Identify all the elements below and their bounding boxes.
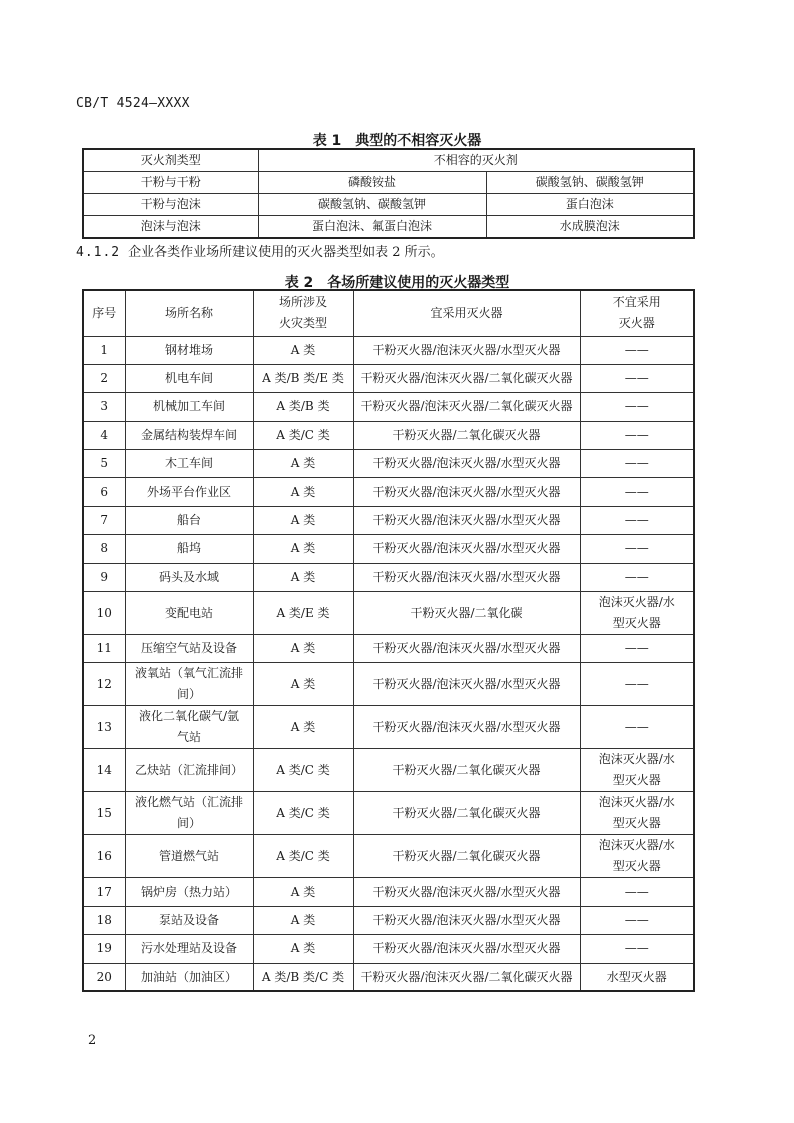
unsuitable-extinguisher-cell bbox=[580, 364, 694, 392]
table1-incompatible-agents bbox=[82, 148, 695, 239]
unsuitable-extinguisher-cell bbox=[580, 635, 694, 663]
place-name-cell bbox=[125, 563, 253, 591]
place-name-cell bbox=[125, 478, 253, 506]
unsuitable-extinguisher-cell bbox=[580, 878, 694, 906]
suitable-extinguisher-cell: 干粉灭火器/泡沫灭火器/水型灭火器 bbox=[353, 336, 580, 364]
suitable-extinguisher-cell: 干粉灭火器/泡沫灭火器/水型灭火器 bbox=[353, 450, 580, 478]
table-row bbox=[83, 878, 694, 906]
table-row bbox=[83, 592, 694, 635]
place-name-cell-line: 污水处理站及设备 bbox=[140, 941, 237, 956]
table2-extinguisher-types bbox=[82, 289, 695, 992]
suitable-extinguisher-cell: 干粉灭火器/泡沫灭火器/水型灭火器 bbox=[353, 506, 580, 534]
row-number-cell: 20 bbox=[83, 963, 125, 991]
unsuitable-extinguisher-cell-line: 水型灭火器 bbox=[606, 969, 667, 984]
place-name-cell bbox=[125, 592, 253, 635]
table1-header-agent-type: 灭火剂类型 bbox=[83, 149, 258, 172]
place-name-cell-line: 锅炉房（热力站） bbox=[140, 884, 237, 899]
header-suitable: 宜采用灭火器 bbox=[353, 290, 580, 336]
suitable-extinguisher-cell: 干粉灭火器/二氧化碳灭火器 bbox=[353, 835, 580, 878]
place-name-cell bbox=[125, 906, 253, 934]
unsuitable-extinguisher-cell bbox=[580, 935, 694, 963]
row-number-cell: 19 bbox=[83, 935, 125, 963]
suitable-extinguisher-cell: 干粉灭火器/泡沫灭火器/水型灭火器 bbox=[353, 478, 580, 506]
unsuitable-extinguisher-cell-line: —— bbox=[624, 484, 649, 499]
suitable-extinguisher-cell: 干粉灭火器/泡沫灭火器/水型灭火器 bbox=[353, 563, 580, 591]
unsuitable-extinguisher-cell bbox=[580, 478, 694, 506]
suitable-extinguisher-cell: 干粉灭火器/二氧化碳灭火器 bbox=[353, 749, 580, 792]
unsuitable-extinguisher-cell-line: —— bbox=[624, 399, 649, 414]
incompatible-b-cell: 蛋白泡沫 bbox=[486, 194, 694, 216]
place-name-cell bbox=[125, 749, 253, 792]
table-row bbox=[83, 663, 694, 706]
place-name-cell bbox=[125, 364, 253, 392]
unsuitable-extinguisher-cell-line: 型灭火器 bbox=[612, 773, 661, 788]
unsuitable-extinguisher-cell bbox=[580, 535, 694, 563]
table-row bbox=[83, 706, 694, 749]
fire-type-cell: A 类 bbox=[253, 706, 353, 749]
header-fire-type bbox=[253, 290, 353, 336]
header-no: 序号 bbox=[83, 290, 125, 336]
fire-type-cell: A 类 bbox=[253, 506, 353, 534]
unsuitable-extinguisher-cell bbox=[580, 592, 694, 635]
table-row bbox=[83, 535, 694, 563]
table-row bbox=[83, 792, 694, 835]
agent-type-cell: 干粉与泡沫 bbox=[83, 194, 258, 216]
place-name-cell bbox=[125, 792, 253, 835]
table-row bbox=[83, 194, 694, 216]
unsuitable-extinguisher-cell-line: 泡沫灭火器/水 bbox=[598, 795, 675, 810]
place-name-cell bbox=[125, 336, 253, 364]
row-number-cell: 17 bbox=[83, 878, 125, 906]
place-name-cell-line: 液氧站（氧气汇流排 bbox=[134, 666, 243, 681]
fire-type-cell: A 类/C 类 bbox=[253, 792, 353, 835]
place-name-cell-line: 压缩空气站及设备 bbox=[140, 641, 237, 656]
suitable-extinguisher-cell: 干粉灭火器/泡沫灭火器/水型灭火器 bbox=[353, 878, 580, 906]
header-place: 场所名称 bbox=[125, 290, 253, 336]
table1-caption: 表 1 典型的不相容灭火器 bbox=[312, 133, 482, 149]
unsuitable-extinguisher-cell-line: —— bbox=[624, 427, 649, 442]
unsuitable-extinguisher-cell-line: —— bbox=[624, 676, 649, 691]
suitable-extinguisher-cell: 干粉灭火器/泡沫灭火器/二氧化碳灭火器 bbox=[353, 963, 580, 991]
unsuitable-extinguisher-cell-line: —— bbox=[624, 513, 649, 528]
place-name-cell-line: 气站 bbox=[176, 730, 201, 745]
suitable-extinguisher-cell: 干粉灭火器/泡沫灭火器/水型灭火器 bbox=[353, 706, 580, 749]
table-row bbox=[83, 364, 694, 392]
unsuitable-extinguisher-cell-line: —— bbox=[624, 456, 649, 471]
suitable-extinguisher-cell: 干粉灭火器/泡沫灭火器/水型灭火器 bbox=[353, 635, 580, 663]
suitable-extinguisher-cell: 干粉灭火器/泡沫灭火器/水型灭火器 bbox=[353, 906, 580, 934]
unsuitable-extinguisher-cell-line: 泡沫灭火器/水 bbox=[598, 838, 675, 853]
row-number-cell: 14 bbox=[83, 749, 125, 792]
place-name-cell-line: 加油站（加油区） bbox=[140, 969, 237, 984]
row-number-cell: 6 bbox=[83, 478, 125, 506]
row-number-cell: 18 bbox=[83, 906, 125, 934]
unsuitable-extinguisher-cell bbox=[580, 506, 694, 534]
incompatible-a-cell: 磷酸铵盐 bbox=[258, 172, 486, 194]
place-name-cell-line: 机械加工车间 bbox=[152, 399, 225, 414]
place-name-cell bbox=[125, 535, 253, 563]
fire-type-cell: A 类 bbox=[253, 878, 353, 906]
unsuitable-extinguisher-cell bbox=[580, 749, 694, 792]
place-name-cell-line: 管道燃气站 bbox=[158, 848, 219, 863]
table-row bbox=[83, 935, 694, 963]
unsuitable-extinguisher-cell-line: —— bbox=[624, 941, 649, 956]
place-name-cell bbox=[125, 635, 253, 663]
place-name-cell-line: 船坞 bbox=[176, 541, 201, 556]
unsuitable-extinguisher-cell bbox=[580, 563, 694, 591]
unsuitable-extinguisher-cell-line: 泡沫灭火器/水 bbox=[598, 595, 675, 610]
incompatible-a-cell: 蛋白泡沫、氟蛋白泡沫 bbox=[258, 216, 486, 239]
clause-number: 4.1.2 bbox=[76, 245, 121, 260]
row-number-cell: 8 bbox=[83, 535, 125, 563]
table1-header-row bbox=[83, 149, 694, 172]
fire-type-cell: A 类/C 类 bbox=[253, 835, 353, 878]
fire-type-cell: A 类/C 类 bbox=[253, 421, 353, 449]
table2-caption: 表 2 各场所建议使用的灭火器类型 bbox=[284, 275, 510, 291]
unsuitable-extinguisher-cell-line: 型灭火器 bbox=[612, 816, 661, 831]
place-name-cell bbox=[125, 663, 253, 706]
table-row bbox=[83, 906, 694, 934]
table-row bbox=[83, 506, 694, 534]
table-row bbox=[83, 172, 694, 194]
fire-type-cell: A 类 bbox=[253, 478, 353, 506]
unsuitable-extinguisher-cell bbox=[580, 906, 694, 934]
place-name-cell-line: 船台 bbox=[176, 513, 201, 528]
place-name-cell bbox=[125, 835, 253, 878]
place-name-cell-line: 码头及水域 bbox=[158, 569, 219, 584]
table-row bbox=[83, 450, 694, 478]
table-row bbox=[83, 835, 694, 878]
fire-type-cell: A 类 bbox=[253, 450, 353, 478]
row-number-cell: 12 bbox=[83, 663, 125, 706]
fire-type-cell: A 类/B 类 bbox=[253, 393, 353, 421]
unsuitable-extinguisher-cell bbox=[580, 663, 694, 706]
unsuitable-extinguisher-cell-line: —— bbox=[624, 912, 649, 927]
place-name-cell-line: 外场平台作业区 bbox=[146, 484, 231, 499]
unsuitable-extinguisher-cell-line: 泡沫灭火器/水 bbox=[598, 752, 675, 767]
place-name-cell-line: 间） bbox=[176, 687, 201, 702]
suitable-extinguisher-cell: 干粉灭火器/泡沫灭火器/二氧化碳灭火器 bbox=[353, 393, 580, 421]
place-name-cell bbox=[125, 935, 253, 963]
clause-4-1-2 bbox=[76, 241, 444, 260]
row-number-cell: 13 bbox=[83, 706, 125, 749]
header-fire-type-line1: 场所涉及 bbox=[278, 295, 327, 310]
incompatible-b-cell: 水成膜泡沫 bbox=[486, 216, 694, 239]
place-name-cell-line: 乙炔站（汇流排间） bbox=[134, 762, 243, 777]
unsuitable-extinguisher-cell bbox=[580, 450, 694, 478]
unsuitable-extinguisher-cell bbox=[580, 706, 694, 749]
fire-type-cell: A 类/E 类 bbox=[253, 592, 353, 635]
table1-header-incompatible: 不相容的灭火剂 bbox=[258, 149, 694, 172]
agent-type-cell: 干粉与干粉 bbox=[83, 172, 258, 194]
unsuitable-extinguisher-cell-line: —— bbox=[624, 371, 649, 386]
place-name-cell-line: 钢材堆场 bbox=[164, 342, 213, 357]
suitable-extinguisher-cell: 干粉灭火器/泡沫灭火器/水型灭火器 bbox=[353, 935, 580, 963]
table2-header-row bbox=[83, 290, 694, 336]
place-name-cell-line: 机电车间 bbox=[164, 371, 213, 386]
place-name-cell-line: 变配电站 bbox=[164, 605, 213, 620]
row-number-cell: 9 bbox=[83, 563, 125, 591]
place-name-cell-line: 液化二氧化碳气/氩 bbox=[138, 709, 240, 724]
unsuitable-extinguisher-cell bbox=[580, 336, 694, 364]
fire-type-cell: A 类/B 类/E 类 bbox=[253, 364, 353, 392]
fire-type-cell: A 类 bbox=[253, 663, 353, 706]
unsuitable-extinguisher-cell-line: —— bbox=[624, 884, 649, 899]
unsuitable-extinguisher-cell bbox=[580, 792, 694, 835]
suitable-extinguisher-cell: 干粉灭火器/泡沫灭火器/水型灭火器 bbox=[353, 535, 580, 563]
table-row bbox=[83, 478, 694, 506]
unsuitable-extinguisher-cell bbox=[580, 963, 694, 991]
place-name-cell bbox=[125, 393, 253, 421]
place-name-cell-line: 泵站及设备 bbox=[158, 912, 219, 927]
unsuitable-extinguisher-cell-line: —— bbox=[624, 541, 649, 556]
suitable-extinguisher-cell: 干粉灭火器/二氧化碳灭火器 bbox=[353, 792, 580, 835]
place-name-cell bbox=[125, 963, 253, 991]
place-name-cell bbox=[125, 450, 253, 478]
suitable-extinguisher-cell: 干粉灭火器/泡沫灭火器/二氧化碳灭火器 bbox=[353, 364, 580, 392]
row-number-cell: 15 bbox=[83, 792, 125, 835]
fire-type-cell: A 类 bbox=[253, 563, 353, 591]
table-row bbox=[83, 216, 694, 239]
unsuitable-extinguisher-cell-line: —— bbox=[624, 719, 649, 734]
row-number-cell: 11 bbox=[83, 635, 125, 663]
unsuitable-extinguisher-cell bbox=[580, 393, 694, 421]
suitable-extinguisher-cell: 干粉灭火器/泡沫灭火器/水型灭火器 bbox=[353, 663, 580, 706]
place-name-cell-line: 金属结构装焊车间 bbox=[140, 427, 237, 442]
table-row bbox=[83, 393, 694, 421]
unsuitable-extinguisher-cell bbox=[580, 835, 694, 878]
unsuitable-extinguisher-cell-line: —— bbox=[624, 342, 649, 357]
row-number-cell: 5 bbox=[83, 450, 125, 478]
header-unsuitable-line1: 不宜采用 bbox=[612, 295, 661, 310]
table-row bbox=[83, 635, 694, 663]
place-name-cell bbox=[125, 421, 253, 449]
suitable-extinguisher-cell: 干粉灭火器/二氧化碳灭火器 bbox=[353, 421, 580, 449]
unsuitable-extinguisher-cell-line: 型灭火器 bbox=[612, 859, 661, 874]
incompatible-b-cell: 碳酸氢钠、碳酸氢钾 bbox=[486, 172, 694, 194]
standard-code: CB/T 4524—XXXX bbox=[76, 96, 190, 111]
page-number: 2 bbox=[88, 1033, 97, 1048]
place-name-cell bbox=[125, 706, 253, 749]
row-number-cell: 16 bbox=[83, 835, 125, 878]
table-row bbox=[83, 749, 694, 792]
unsuitable-extinguisher-cell-line: 型灭火器 bbox=[612, 616, 661, 631]
table-row bbox=[83, 421, 694, 449]
row-number-cell: 10 bbox=[83, 592, 125, 635]
fire-type-cell: A 类/C 类 bbox=[253, 749, 353, 792]
place-name-cell bbox=[125, 878, 253, 906]
header-fire-type-line2: 火灾类型 bbox=[278, 316, 327, 331]
place-name-cell bbox=[125, 506, 253, 534]
suitable-extinguisher-cell: 干粉灭火器/二氧化碳 bbox=[353, 592, 580, 635]
table-row bbox=[83, 563, 694, 591]
place-name-cell-line: 液化燃气站（汇流排 bbox=[134, 795, 243, 810]
row-number-cell: 7 bbox=[83, 506, 125, 534]
unsuitable-extinguisher-cell-line: —— bbox=[624, 641, 649, 656]
fire-type-cell: A 类/B 类/C 类 bbox=[253, 963, 353, 991]
row-number-cell: 2 bbox=[83, 364, 125, 392]
table-row bbox=[83, 963, 694, 991]
place-name-cell-line: 间） bbox=[176, 816, 201, 831]
unsuitable-extinguisher-cell-line: —— bbox=[624, 569, 649, 584]
fire-type-cell: A 类 bbox=[253, 336, 353, 364]
header-unsuitable bbox=[580, 290, 694, 336]
row-number-cell: 4 bbox=[83, 421, 125, 449]
fire-type-cell: A 类 bbox=[253, 635, 353, 663]
agent-type-cell: 泡沫与泡沫 bbox=[83, 216, 258, 239]
row-number-cell: 1 bbox=[83, 336, 125, 364]
fire-type-cell: A 类 bbox=[253, 906, 353, 934]
fire-type-cell: A 类 bbox=[253, 535, 353, 563]
place-name-cell-line: 木工车间 bbox=[164, 456, 213, 471]
row-number-cell: 3 bbox=[83, 393, 125, 421]
header-unsuitable-line2: 灭火器 bbox=[618, 316, 655, 331]
unsuitable-extinguisher-cell bbox=[580, 421, 694, 449]
table-row bbox=[83, 336, 694, 364]
incompatible-a-cell: 碳酸氢钠、碳酸氢钾 bbox=[258, 194, 486, 216]
fire-type-cell: A 类 bbox=[253, 935, 353, 963]
clause-text: 企业各类作业场所建议使用的灭火器类型如表 2 所示。 bbox=[128, 245, 444, 260]
